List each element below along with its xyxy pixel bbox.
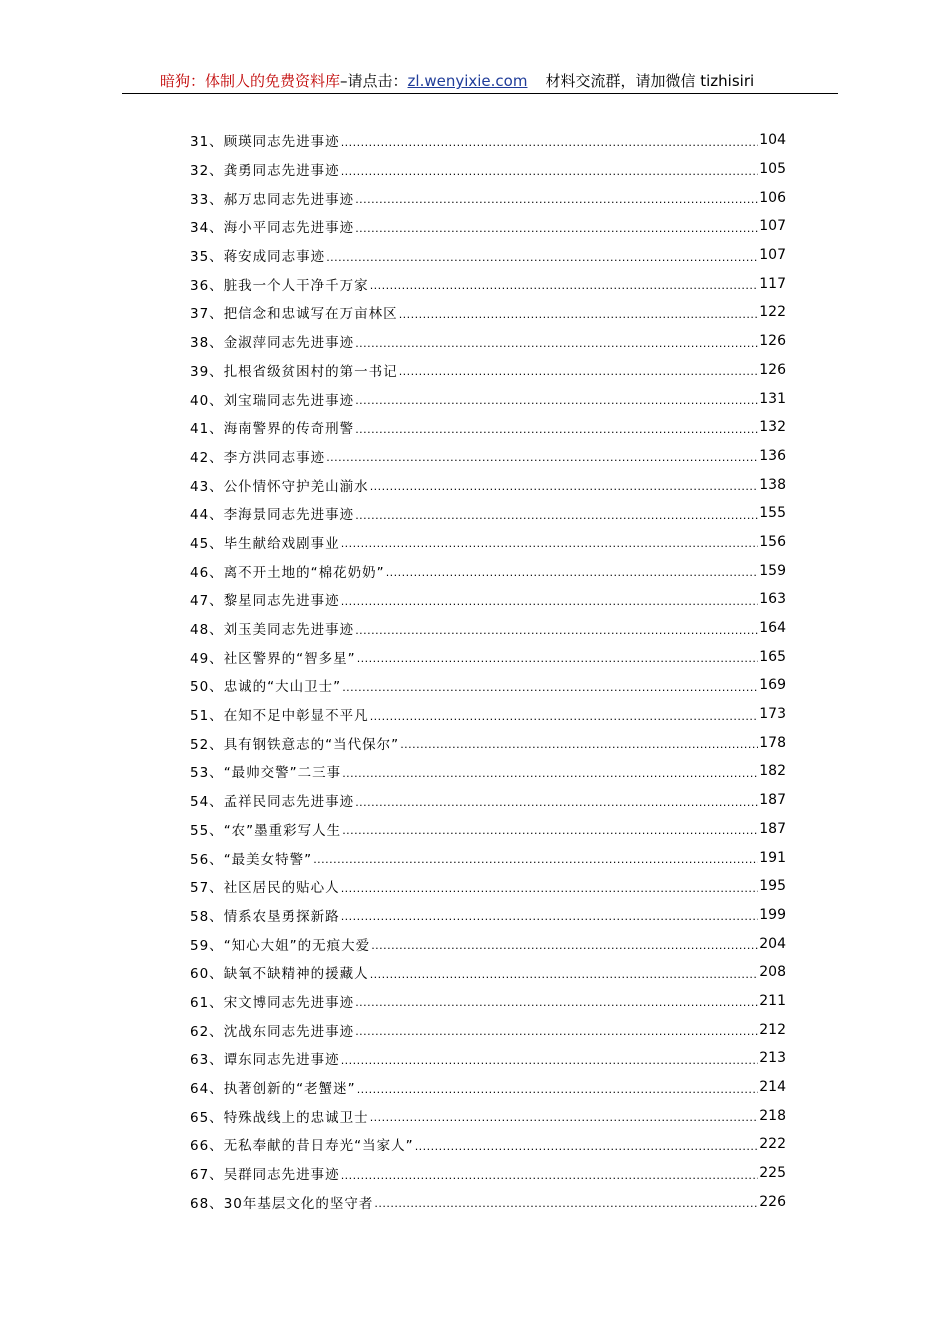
toc-entry-page-number: 187 (759, 820, 786, 837)
toc-dot-leader (370, 968, 759, 981)
toc-entry-title: 公仆情怀守护羌山湔水 (223, 478, 369, 495)
toc-entry-page-number: 106 (759, 189, 786, 206)
toc-entry[interactable] (190, 614, 786, 643)
toc-entry-number: 42、 (190, 449, 224, 466)
toc-dot-leader (355, 509, 758, 522)
toc-entry[interactable] (190, 843, 786, 872)
toc-entry-page-number: 132 (759, 419, 786, 436)
toc-entry-title: 在知不足中彰显不平凡 (223, 708, 369, 725)
toc-entry-number: 61、 (190, 994, 224, 1011)
toc-dot-leader (326, 251, 758, 264)
toc-entry[interactable] (190, 1044, 786, 1073)
toc-entry-title: “最帅交警”二三事 (223, 765, 342, 782)
toc-entry[interactable] (190, 1159, 786, 1188)
toc-entry-title: 吴群同志先进事迹 (223, 1167, 340, 1184)
toc-entry-number: 65、 (190, 1109, 224, 1126)
toc-entry[interactable] (190, 987, 786, 1016)
toc-entry[interactable] (190, 1101, 786, 1130)
toc-entry[interactable] (190, 1187, 786, 1216)
toc-entry-page-number: 178 (759, 734, 786, 751)
toc-entry-title: 执著创新的“老蟹迷” (223, 1081, 356, 1098)
toc-entry-page-number: 169 (759, 677, 786, 694)
toc-dot-leader (357, 652, 759, 665)
toc-dot-leader (357, 1083, 759, 1096)
toc-entry-number: 34、 (190, 220, 224, 237)
toc-entry-page-number: 226 (759, 1193, 786, 1210)
toc-entry-page-number: 159 (759, 562, 786, 579)
toc-dot-leader (313, 853, 758, 866)
toc-dot-leader (355, 337, 758, 350)
toc-entry-page-number: 182 (759, 763, 786, 780)
toc-entry-number: 58、 (190, 908, 224, 925)
toc-entry[interactable] (190, 413, 786, 442)
header-divider (122, 93, 838, 94)
toc-entry[interactable] (190, 757, 786, 786)
toc-entry-page-number: 204 (759, 935, 786, 952)
toc-dot-leader (355, 222, 758, 235)
toc-dot-leader (415, 1140, 759, 1153)
toc-entry-number: 47、 (190, 593, 224, 610)
toc-entry-number: 67、 (190, 1167, 224, 1184)
toc-dot-leader (341, 595, 759, 608)
toc-entry-number: 38、 (190, 335, 224, 352)
page-header (160, 70, 840, 92)
toc-entry-number: 33、 (190, 191, 224, 208)
toc-entry-page-number: 187 (759, 792, 786, 809)
toc-entry-number: 49、 (190, 650, 224, 667)
toc-entry-title: 谭东同志先进事迹 (223, 1052, 340, 1069)
toc-entry[interactable] (190, 815, 786, 844)
toc-entry[interactable] (190, 786, 786, 815)
toc-entry[interactable] (190, 327, 786, 356)
toc-dot-leader (341, 1169, 759, 1182)
toc-entry-page-number: 117 (759, 275, 786, 292)
toc-entry-page-number: 173 (759, 706, 786, 723)
toc-entry-page-number: 212 (759, 1021, 786, 1038)
toc-dot-leader (355, 1025, 758, 1038)
toc-entry-page-number: 107 (759, 247, 786, 264)
toc-entry-number: 31、 (190, 134, 224, 151)
toc-entry[interactable] (190, 356, 786, 385)
toc-entry-page-number: 104 (759, 132, 786, 149)
toc-dot-leader (355, 193, 758, 206)
toc-entry-title: 缺氧不缺精神的援藏人 (223, 966, 369, 983)
toc-dot-leader (342, 767, 758, 780)
toc-entry-page-number: 136 (759, 447, 786, 464)
toc-entry-page-number: 122 (759, 304, 786, 321)
toc-dot-leader (400, 738, 758, 751)
toc-entry-title: 孟祥民同志先进事迹 (223, 794, 355, 811)
toc-dot-leader (341, 1054, 759, 1067)
header-click-prompt: –请点击： (340, 72, 408, 90)
toc-entry-title: 具有钢铁意志的“当代保尔” (223, 736, 400, 753)
toc-entry-title: 刘玉美同志先进事迹 (223, 622, 355, 639)
toc-entry[interactable] (190, 442, 786, 471)
toc-entry[interactable] (190, 1130, 786, 1159)
toc-entry-title: 李方洪同志事迹 (223, 449, 326, 466)
toc-entry[interactable] (190, 212, 786, 241)
toc-entry-title: 30年基层文化的坚守者 (223, 1195, 374, 1212)
toc-entry-number: 35、 (190, 249, 224, 266)
toc-entry[interactable] (190, 1015, 786, 1044)
toc-entry-title: 海南警界的传奇刑警 (223, 421, 355, 438)
toc-dot-leader (399, 365, 759, 378)
toc-entry-title: 黎星同志先进事迹 (223, 593, 340, 610)
toc-dot-leader (355, 423, 758, 436)
toc-entry-page-number: 126 (759, 361, 786, 378)
toc-entry-page-number: 105 (759, 161, 786, 178)
toc-entry-page-number: 222 (759, 1136, 786, 1153)
toc-entry-number: 36、 (190, 277, 224, 294)
toc-entry[interactable] (190, 929, 786, 958)
toc-entry-number: 46、 (190, 564, 224, 581)
toc-entry-number: 51、 (190, 708, 224, 725)
toc-dot-leader (386, 566, 759, 579)
toc-entry-number: 48、 (190, 622, 224, 639)
toc-entry-title: 扎根省级贫困村的第一书记 (223, 363, 398, 380)
toc-entry-title: 脏我一个人干净千万家 (223, 277, 369, 294)
toc-entry-number: 41、 (190, 421, 224, 438)
toc-entry-number: 54、 (190, 794, 224, 811)
toc-entry[interactable] (190, 585, 786, 614)
toc-dot-leader (371, 939, 758, 952)
toc-entry-number: 50、 (190, 679, 224, 696)
toc-entry[interactable] (190, 470, 786, 499)
toc-entry-page-number: 218 (759, 1107, 786, 1124)
toc-entry[interactable] (190, 126, 786, 155)
toc-entry-number: 55、 (190, 822, 224, 839)
toc-entry-title: 李海景同志先进事迹 (223, 507, 355, 524)
toc-entry-page-number: 164 (759, 620, 786, 637)
toc-entry-page-number: 107 (759, 218, 786, 235)
toc-dot-leader (341, 910, 759, 923)
toc-dot-leader (355, 394, 758, 407)
toc-entry-title: 金淑萍同志先进事迹 (223, 335, 355, 352)
toc-entry-title: 离不开土地的“棉花奶奶” (223, 564, 385, 581)
toc-entry-page-number: 211 (759, 992, 786, 1009)
toc-entry-title: 情系农垦勇探新路 (223, 908, 340, 925)
toc-entry[interactable] (190, 901, 786, 930)
toc-entry-page-number: 138 (759, 476, 786, 493)
toc-dot-leader (399, 308, 759, 321)
toc-entry-title: 顾瑛同志先进事迹 (223, 134, 340, 151)
toc-entry-title: 毕生献给戏剧事业 (223, 535, 340, 552)
toc-dot-leader (341, 165, 759, 178)
toc-entry-title: 忠诚的“大山卫士” (223, 679, 342, 696)
toc-entry[interactable] (190, 700, 786, 729)
toc-entry-number: 52、 (190, 736, 224, 753)
toc-dot-leader (341, 537, 759, 550)
toc-dot-leader (370, 710, 759, 723)
toc-dot-leader (355, 796, 758, 809)
toc-entry-title: 龚勇同志先进事迹 (223, 163, 340, 180)
toc-entry[interactable] (190, 1073, 786, 1102)
toc-entry-number: 56、 (190, 851, 224, 868)
toc-entry-number: 60、 (190, 966, 224, 983)
toc-dot-leader (341, 882, 759, 895)
toc-dot-leader (326, 451, 758, 464)
toc-dot-leader (374, 1197, 758, 1210)
toc-entry-number: 64、 (190, 1081, 224, 1098)
toc-entry[interactable] (190, 298, 786, 327)
toc-entry-title: 无私奉献的昔日寿光“当家人” (223, 1138, 414, 1155)
toc-entry-title: “农”墨重彩写人生 (223, 822, 342, 839)
toc-entry[interactable] (190, 155, 786, 184)
toc-entry-title: 沈战东同志先进事迹 (223, 1023, 355, 1040)
toc-entry-title: 蒋安成同志事迹 (223, 249, 326, 266)
toc-entry[interactable] (190, 499, 786, 528)
toc-dot-leader (342, 681, 758, 694)
toc-entry-title: 把信念和忠诚写在万亩林区 (223, 306, 398, 323)
toc-entry[interactable] (190, 872, 786, 901)
toc-entry-page-number: 225 (759, 1165, 786, 1182)
toc-entry-number: 44、 (190, 507, 224, 524)
header-site-link[interactable]: zl.wenyixie.com (407, 72, 528, 90)
toc-entry-title: 社区警界的“智多星” (223, 650, 356, 667)
toc-entry-page-number: 191 (759, 849, 786, 866)
toc-dot-leader (370, 480, 759, 493)
toc-entry-page-number: 126 (759, 333, 786, 350)
toc-entry-title: 刘宝瑞同志先进事迹 (223, 392, 355, 409)
toc-entry[interactable] (190, 671, 786, 700)
header-site-name: 暗狗：体制人的免费资料库 (160, 72, 341, 90)
toc-entry-number: 62、 (190, 1023, 224, 1040)
toc-entry-title: 特殊战线上的忠诚卫士 (223, 1109, 369, 1126)
toc-dot-leader (342, 824, 758, 837)
toc-dot-leader (370, 1111, 759, 1124)
toc-entry-page-number: 213 (759, 1050, 786, 1067)
toc-entry-number: 63、 (190, 1052, 224, 1069)
toc-entry-number: 37、 (190, 306, 224, 323)
toc-dot-leader (355, 624, 758, 637)
toc-entry-page-number: 195 (759, 878, 786, 895)
header-wechat-note: 材料交流群，请加微信 tizhisiri (545, 72, 755, 90)
toc-entry-page-number: 156 (759, 533, 786, 550)
toc-entry[interactable] (190, 958, 786, 987)
toc-entry-page-number: 165 (759, 648, 786, 665)
toc-entry-number: 45、 (190, 535, 224, 552)
toc-entry-page-number: 214 (759, 1079, 786, 1096)
toc-entry-number: 57、 (190, 880, 224, 897)
toc-entry[interactable] (190, 183, 786, 212)
toc-entry[interactable] (190, 528, 786, 557)
toc-entry-title: 郝万忠同志先进事迹 (223, 191, 355, 208)
toc-entry-title: “知心大姐”的无痕大爱 (223, 937, 371, 954)
toc-dot-leader (341, 136, 759, 149)
toc-entry-page-number: 155 (759, 505, 786, 522)
toc-entry-page-number: 163 (759, 591, 786, 608)
toc-dot-leader (370, 279, 759, 292)
toc-entry-number: 40、 (190, 392, 224, 409)
toc-entry[interactable] (190, 642, 786, 671)
toc-entry-page-number: 208 (759, 964, 786, 981)
toc-entry-title: 社区居民的贴心人 (223, 880, 340, 897)
toc-entry[interactable] (190, 384, 786, 413)
toc-entry-page-number: 199 (759, 906, 786, 923)
toc-entry-title: 海小平同志先进事迹 (223, 220, 355, 237)
toc-entry[interactable] (190, 269, 786, 298)
toc-entry-number: 53、 (190, 765, 224, 782)
toc-entry-title: “最美女特警” (223, 851, 313, 868)
toc-entry-page-number: 131 (759, 390, 786, 407)
table-of-contents (190, 126, 786, 1216)
toc-entry[interactable] (190, 728, 786, 757)
toc-dot-leader (355, 996, 758, 1009)
toc-entry-number: 43、 (190, 478, 224, 495)
toc-entry-number: 68、 (190, 1195, 224, 1212)
toc-entry-number: 39、 (190, 363, 224, 380)
toc-entry-title: 宋文博同志先进事迹 (223, 994, 355, 1011)
toc-entry[interactable] (190, 241, 786, 270)
toc-entry[interactable] (190, 556, 786, 585)
toc-entry-number: 59、 (190, 937, 224, 954)
toc-entry-number: 32、 (190, 163, 224, 180)
toc-entry-number: 66、 (190, 1138, 224, 1155)
